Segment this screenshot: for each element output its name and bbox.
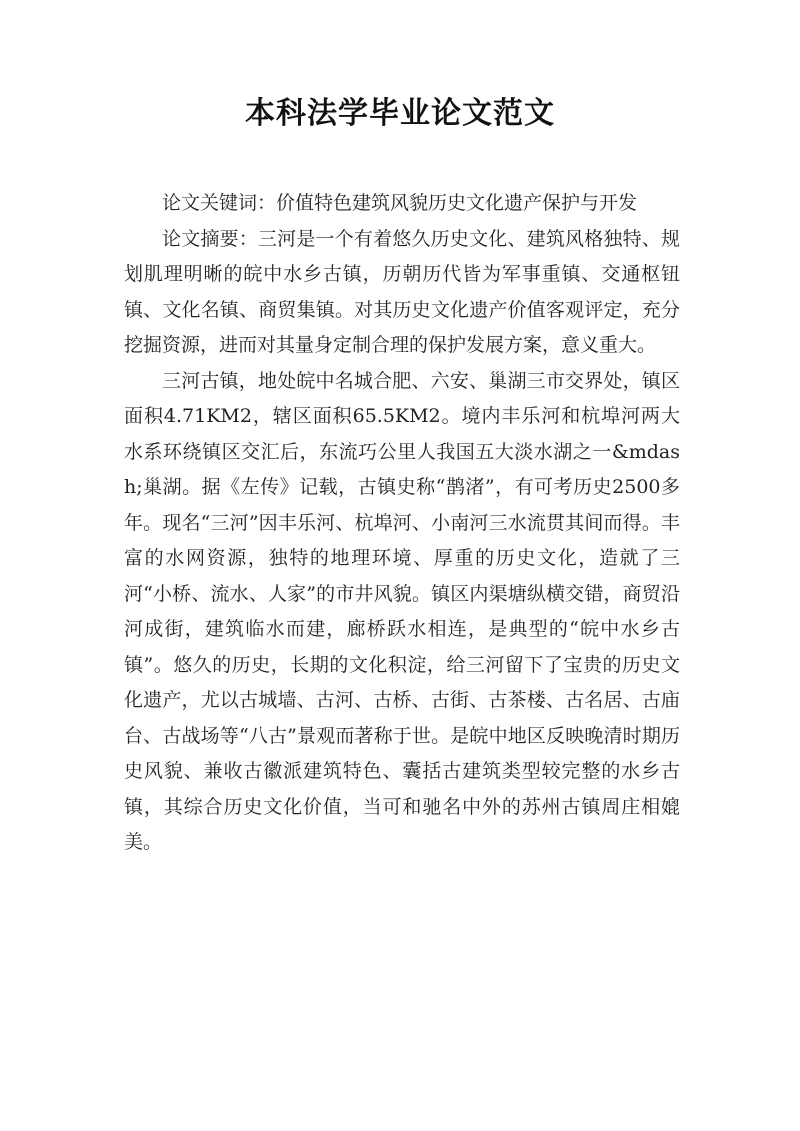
keywords-paragraph: 论文关键词：价值特色建筑风貌历史文化遗产保护与开发 — [162, 192, 638, 214]
page-title: 本科法学毕业论文范文 — [245, 96, 555, 131]
body-paragraph: 三河古镇，地处皖中名城合肥、六安、巢湖三市交界处，镇区面积4.71KM2，辖区面积65.5KM2。境内丰乐河和杭埠河两大水系环绕镇区交汇后，东流巧公里人我国五大淡水湖之一&mdash;巢湖。据《左传》记载，古镇史称“鹊渚”，有可考历史2500多年。现名“三河”因丰乐河、杭埠河、小南河三水流贯其间而得。丰富的水网资源，独特的地理环境、厚重的历史文化，造就了三河“小桥、流水、人家”的市井风貌。镇区内渠塘纵横交错，商贸沿河成街，建筑临水而建，廊桥跃水相连，是典型的“皖中水乡古镇”。悠久的历史，长期的文化积淀，给三河留下了宝贵的历史文化遗产，尤以古城墙、古河、古桥、古街、古茶楼、古名居、古庙台、古战场等“八古”景观而著称于世。是皖中地区反映晚清时期历史风貌、兼收古徽派建筑特色、囊括古建筑类型较完整的水乡古镇，其综合历史文化价值，当可和驰名中外的苏州古镇周庄相媲美。 — [124, 369, 680, 853]
abstract-paragraph: 论文摘要：三河是一个有着悠久历史文化、建筑风格独特、规划肌理明晰的皖中水乡古镇，历朝历代皆为军事重镇、交通枢钮镇、文化名镇、商贸集镇。对其历史文化遗产价值客观评定，充分挖掘资源，进而对其量身定制合理的保护发展方案，意义重大。 — [124, 227, 680, 356]
document-body — [124, 186, 680, 861]
